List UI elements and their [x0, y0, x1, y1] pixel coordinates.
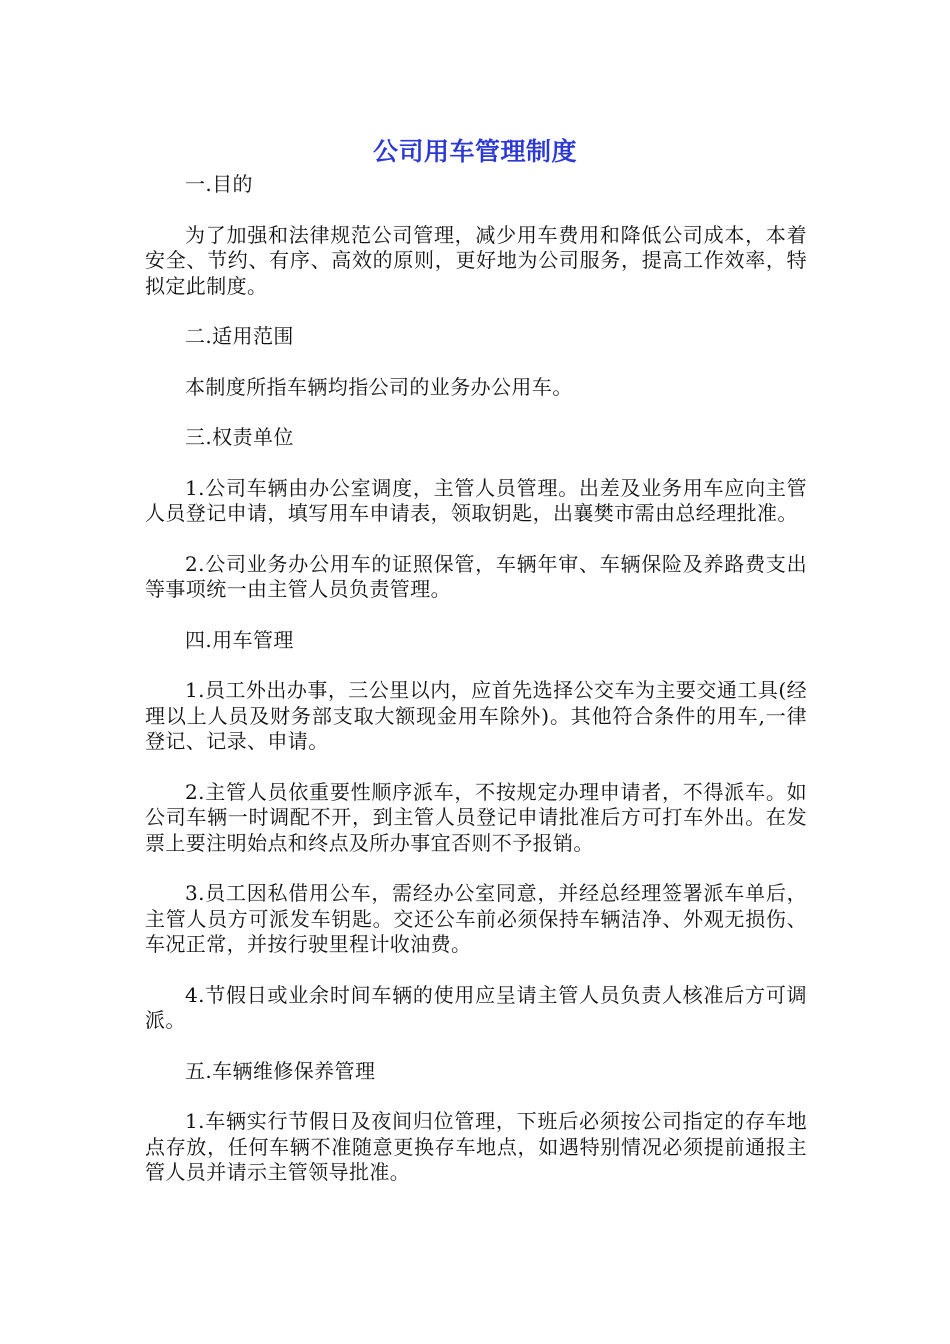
section-heading-scope: 二.适用范围 [185, 324, 294, 348]
paragraph-vehicle-use-1: 1.员工外出办事，三公里以内，应首先选择公交车为主要交通工具(经理以上人员及财务部支取大额现金用车除外)。其他符合条件的用车,一律登记、记录、申请。 [145, 678, 807, 753]
section-heading-vehicle-use: 四.用车管理 [185, 627, 294, 652]
paragraph-scope: 本制度所指车辆均指公司的业务办公用车。 [185, 374, 573, 399]
paragraph-maintenance-1: 1.车辆实行节假日及夜间归位管理，下班后必须按公司指定的存车地点存放，任何车辆不准随意更换存车地点，如遇特别情况必须提前通报主管人员并请示主管领导批准。 [145, 1109, 807, 1184]
paragraph-vehicle-use-4: 4.节假日或业余时间车辆的使用应呈请主管人员负责人核准后方可调派。 [145, 982, 807, 1032]
section-heading-responsibility: 三.权责单位 [185, 425, 294, 449]
paragraph-purpose: 为了加强和法律规范公司管理，减少用车费用和降低公司成本，本着安全、节约、有序、高效的原则，更好地为公司服务，提高工作效率，特拟定此制度。 [145, 222, 807, 298]
section-heading-maintenance: 五.车辆维修保养管理 [185, 1058, 376, 1083]
section-heading-purpose: 一.目的 [185, 172, 253, 196]
paragraph-responsibility-1: 1.公司车辆由办公室调度，主管人员管理。出差及业务用车应向主管人员登记申请，填写用车申请表，领取钥匙，出襄樊市需由总经理批准。 [145, 475, 807, 525]
paragraph-vehicle-use-3: 3.员工因私借用公车，需经办公室同意，并经总经理签署派车单后，主管人员方可派发车钥匙。交还公车前必须保持车辆洁净、外观无损伤、车况正常，并按行驶里程计收油费。 [145, 881, 807, 956]
paragraph-responsibility-2: 2.公司业务办公用车的证照保管，车辆年审、车辆保险及养路费支出等事项统一由主管人员负责管理。 [145, 551, 807, 601]
page-title: 公司用车管理制度 [372, 137, 577, 166]
document-body [145, 172, 807, 1211]
paragraph-vehicle-use-2: 2.主管人员依重要性顺序派车，不按规定办理申请者，不得派车。如公司车辆一时调配不开，到主管人员登记申请批准后方可打车外出。在发票上要注明始点和终点及所办事宜否则不予报销。 [145, 779, 807, 855]
